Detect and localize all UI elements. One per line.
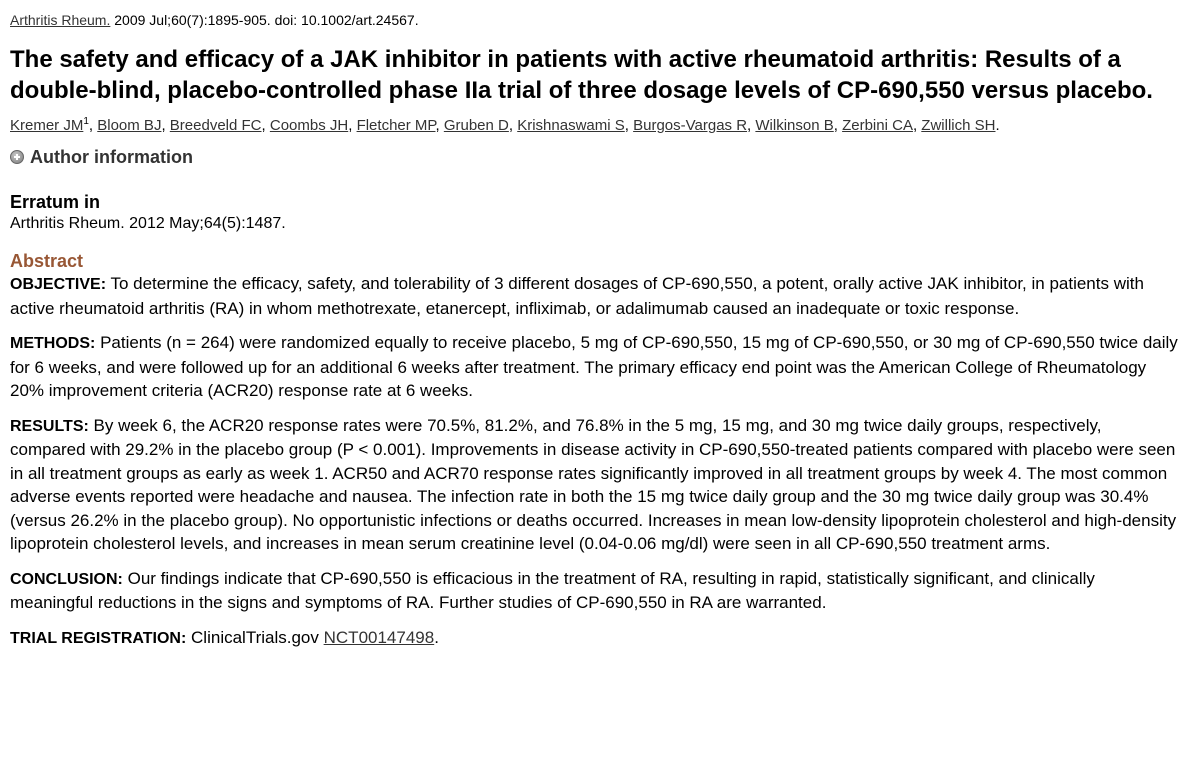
abstract-conclusion [10,567,1180,615]
citation-line [10,8,1180,32]
objective-label: OBJECTIVE: [10,276,107,293]
abstract-results [10,414,1180,556]
plus-circle-icon[interactable] [10,150,24,164]
author-link[interactable]: Burgos-Vargas R [633,117,748,134]
erratum-heading: Erratum in [10,192,101,212]
journal-link[interactable]: Arthritis Rheum. [10,12,111,28]
citation-details: 2009 Jul;60(7):1895-905. doi: 10.1002/art.24567. [114,12,419,28]
objective-text: To determine the efficacy, safety, and tolerability of 3 different dosages of CP-690,550, a potent, orally active JAK inhibitor, in patients with active rheumatoid arthritis (RA) in whom methotrexate, etanercept, infliximab, or adalimumab caused an inadequate or toxic response. [10,274,1144,318]
author-link[interactable]: Coombs JH [269,117,349,134]
abstract-trial-registration [10,626,1180,651]
trial-registration-text: ClinicalTrials.gov [191,627,319,647]
author-link[interactable]: Gruben D [443,117,509,134]
methods-label: METHODS: [10,335,96,352]
author-information-toggle[interactable] [10,145,1180,169]
abstract-heading: Abstract [10,251,84,271]
author-link[interactable]: Fletcher MP [356,117,436,134]
trial-registration-suffix: . [434,627,439,647]
author-separator: , [161,117,170,134]
author-link[interactable]: Bloom BJ [97,117,162,134]
author-separator: , [261,117,270,134]
author-link[interactable]: Breedveld FC [169,117,262,134]
author-affiliation-number[interactable]: 1 [83,116,89,127]
author-link[interactable]: Zwillich SH [921,117,996,134]
author-separator: , [833,117,843,134]
author-link[interactable]: Kremer JM [10,117,84,134]
conclusion-text: Our findings indicate that CP-690,550 is efficacious in the treatment of RA, resulting in rapid, statistically significant, and clinically meaningful reductions in the signs and symptoms of RA. Further studies of CP-690,550 in RA are warranted. [10,568,1095,612]
author-link[interactable]: Krishnaswami S [517,117,625,134]
author-list [10,115,1180,137]
author-separator: . [995,117,1000,134]
author-separator: , [912,117,922,134]
author-link[interactable]: Zerbini CA [842,117,913,134]
trial-registration-link[interactable]: NCT00147498 [323,627,435,647]
author-information-label[interactable]: Author information [30,146,193,167]
results-label: RESULTS: [10,417,89,435]
author-separator: , [747,117,756,134]
trial-registration-label: TRIAL REGISTRATION: [10,629,187,647]
author-separator: , [508,117,518,134]
conclusion-label: CONCLUSION: [10,570,123,588]
author-separator: , [348,117,357,134]
author-separator: , [624,117,634,134]
abstract-methods [10,331,1180,403]
author-link[interactable]: Wilkinson B [755,117,834,134]
author-separator: , [88,117,98,134]
author-separator: , [435,117,444,134]
methods-text: Patients (n = 264) were randomized equally to receive placebo, 5 mg of CP-690,550, 15 mg of CP-690,550, or 30 mg of CP-690,550 twice daily for 6 weeks, and were followed up for an additional 6 weeks after treatment. The primary efficacy end point was the American College of Rheumatology 20% improvement criteria (ACR20) response rate at 6 weeks. [10,333,1178,400]
abstract-objective [10,272,1180,320]
erratum-text: Arthritis Rheum. 2012 May;64(5):1487. [10,215,286,232]
article-title: The safety and efficacy of a JAK inhibitor in patients with active rheumatoid arthritis: Results of a double-blind, placebo-controlled phase IIa trial of three dosage levels of CP-690,550 versus placebo. [10,46,1153,104]
results-text: By week 6, the ACR20 response rates were 70.5%, 81.2%, and 76.8% in the 5 mg, 15 mg, and 30 mg twice daily groups, respectively, compared with 29.2% in the placebo group (P < 0.001). Improvements in disease activity in CP-690,550-treated patients compared with placebo were seen in all treatment groups as early as week 1. ACR50 and ACR70 response rates significantly improved in all treatment groups by week 4. The most common adverse events reported were headache and nausea. The infection rate in both the 15 mg twice daily group and the 30 mg twice daily group was 30.4% (versus 26.2% in the placebo group). No opportunistic infections or deaths occurred. Increases in mean low-density lipoprotein cholesterol and high-density lipoprotein cholesterol levels, and increases in mean serum creatinine level (0.04-0.06 mg/dl) were seen in all CP-690,550 treatment arms. [10,415,1177,553]
